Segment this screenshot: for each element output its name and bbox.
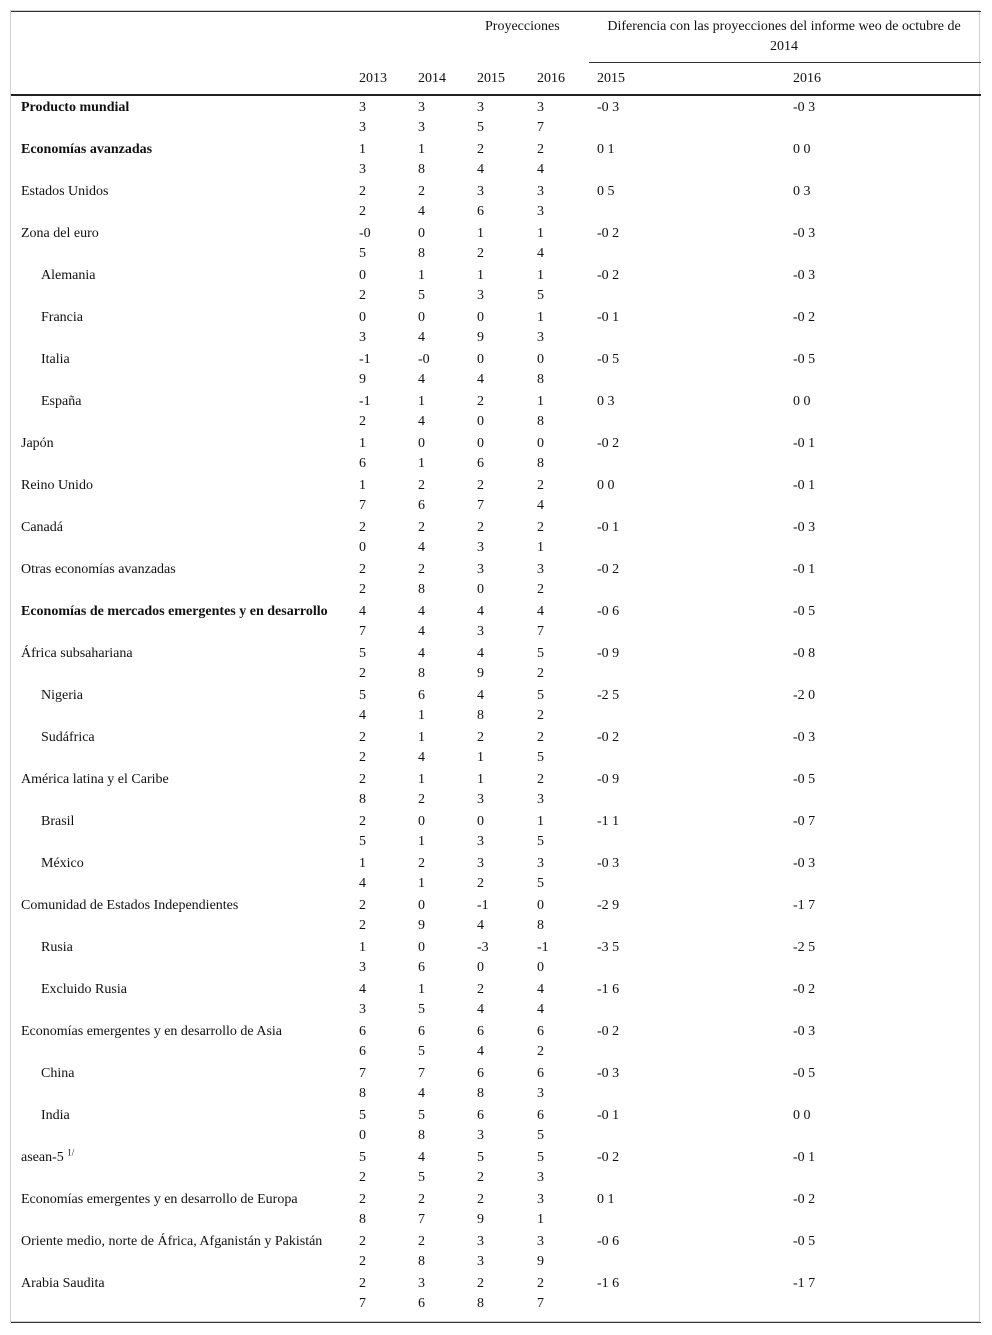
value-2016: 4 4 — [537, 982, 544, 1017]
value-2016: 3 3 — [537, 184, 544, 219]
row-label — [41, 938, 361, 958]
diff-2016: -2 0 — [793, 688, 816, 703]
value-2014: 7 4 — [418, 1066, 425, 1101]
row-label-text: África subsahariana — [21, 646, 133, 661]
value-2013: 2 2 — [359, 184, 366, 219]
diff-2015: 0 1 — [597, 1192, 615, 1207]
value-2016: 1 5 — [537, 268, 544, 303]
row-label — [21, 602, 341, 622]
value-2014: 2 1 — [418, 856, 425, 891]
value-2013: 2 7 — [359, 1276, 366, 1311]
table-row — [0, 222, 992, 264]
table-row — [0, 96, 992, 138]
value-2013: 4 3 — [359, 982, 366, 1017]
diff-2015: 0 1 — [597, 142, 615, 157]
value-2014: 0 8 — [418, 226, 425, 261]
diff-2016: -0 3 — [793, 226, 816, 241]
row-label — [21, 182, 341, 202]
value-2015: 0 3 — [477, 814, 484, 849]
diff-2015: -0 3 — [597, 1066, 620, 1081]
value-2014: 4 4 — [418, 604, 425, 639]
value-2015: 2 3 — [477, 520, 484, 555]
diff-2016: -1 7 — [793, 898, 816, 913]
header-projections: Proyecciones — [485, 19, 560, 34]
value-2015: 3 6 — [477, 184, 484, 219]
value-2015: 1 3 — [477, 772, 484, 807]
table-row — [0, 894, 992, 936]
value-2015: 4 3 — [477, 604, 484, 639]
table-row — [0, 684, 992, 726]
row-label-text: Estados Unidos — [21, 184, 109, 199]
table-row — [0, 1272, 992, 1314]
diff-2016: -0 3 — [793, 1024, 816, 1039]
value-2016: -1 0 — [537, 940, 549, 975]
diff-2015: -0 3 — [597, 856, 620, 871]
value-2014: 1 4 — [418, 730, 425, 765]
row-label-text: Sudáfrica — [41, 730, 95, 745]
value-2016: 2 7 — [537, 1276, 544, 1311]
row-label-text: México — [41, 856, 84, 871]
diff-2015: -2 9 — [597, 898, 620, 913]
diff-2016: -0 3 — [793, 268, 816, 283]
row-label-text: Brasil — [41, 814, 75, 829]
row-label — [21, 644, 341, 664]
value-2013: 1 6 — [359, 436, 366, 471]
value-2016: 5 2 — [537, 646, 544, 681]
value-2014: 2 6 — [418, 478, 425, 513]
row-label-text: India — [41, 1108, 70, 1123]
diff-2015: -0 2 — [597, 730, 620, 745]
value-2013: 5 2 — [359, 646, 366, 681]
value-2014: 2 7 — [418, 1192, 425, 1227]
value-2015: 6 8 — [477, 1066, 484, 1101]
value-2016: 6 5 — [537, 1108, 544, 1143]
diff-2015: -2 5 — [597, 688, 620, 703]
value-2015: 2 4 — [477, 142, 484, 177]
diff-2015: -0 1 — [597, 310, 620, 325]
row-label — [41, 350, 361, 370]
row-label-text: Alemania — [41, 268, 96, 283]
diff-2016: -0 1 — [793, 436, 816, 451]
table-row — [0, 936, 992, 978]
table-row — [0, 432, 992, 474]
row-label — [41, 1106, 361, 1126]
value-2016: 3 7 — [537, 100, 544, 135]
value-2016: 5 3 — [537, 1150, 544, 1185]
diff-2015: -0 9 — [597, 772, 620, 787]
value-2016: 3 5 — [537, 856, 544, 891]
diff-2015: -0 1 — [597, 1108, 620, 1123]
difference-group-rule — [589, 62, 981, 63]
value-2016: 1 4 — [537, 226, 544, 261]
table-row — [0, 558, 992, 600]
value-2015: 4 8 — [477, 688, 484, 723]
row-label — [21, 434, 341, 454]
row-label-text: América latina y el Caribe — [21, 772, 169, 787]
value-2015: 3 5 — [477, 100, 484, 135]
header-year-2015-projection: 2015 — [477, 71, 505, 86]
row-label-text: Economías de mercados emergentes y en desarrollo — [21, 604, 328, 619]
row-label — [21, 896, 341, 916]
diff-2016: -0 3 — [793, 730, 816, 745]
diff-2016: -0 7 — [793, 814, 816, 829]
table-bottom-rule — [11, 1322, 981, 1323]
value-2014: 4 8 — [418, 646, 425, 681]
table-row — [0, 1020, 992, 1062]
value-2015: 3 3 — [477, 1234, 484, 1269]
diff-2016: -0 5 — [793, 772, 816, 787]
value-2015: 2 0 — [477, 394, 484, 429]
diff-2016: -0 5 — [793, 1234, 816, 1249]
value-2013: 2 0 — [359, 520, 366, 555]
row-label-text: Economías emergentes y en desarrollo de Europa — [21, 1192, 298, 1207]
value-2013: 4 7 — [359, 604, 366, 639]
row-label — [41, 308, 361, 328]
diff-2016: -0 5 — [793, 1066, 816, 1081]
value-2015: 0 9 — [477, 310, 484, 345]
diff-2015: -1 1 — [597, 814, 620, 829]
row-label-text: Excluido Rusia — [41, 982, 127, 997]
row-label — [21, 1274, 341, 1294]
row-label — [41, 266, 361, 286]
value-2013: 2 2 — [359, 1234, 366, 1269]
diff-2016: -0 3 — [793, 520, 816, 535]
value-2014: 3 3 — [418, 100, 425, 135]
value-2015: 6 4 — [477, 1024, 484, 1059]
value-2013: 7 8 — [359, 1066, 366, 1101]
value-2013: 2 2 — [359, 898, 366, 933]
row-label — [21, 560, 341, 580]
value-2016: 6 2 — [537, 1024, 544, 1059]
value-2014: 0 4 — [418, 310, 425, 345]
value-2016: 5 2 — [537, 688, 544, 723]
row-label-text: Economías emergentes y en desarrollo de Asia — [21, 1024, 282, 1039]
row-label — [21, 476, 341, 496]
value-2016: 0 8 — [537, 352, 544, 387]
value-2016: 4 7 — [537, 604, 544, 639]
table-row — [0, 1188, 992, 1230]
row-label — [21, 1148, 341, 1168]
value-2013: -1 2 — [359, 394, 371, 429]
value-2016: 3 9 — [537, 1234, 544, 1269]
table-row — [0, 810, 992, 852]
value-2013: 5 2 — [359, 1150, 366, 1185]
value-2014: 5 8 — [418, 1108, 425, 1143]
value-2016: 2 4 — [537, 142, 544, 177]
diff-2015: -1 6 — [597, 1276, 620, 1291]
diff-2015: -0 1 — [597, 520, 620, 535]
value-2016: 1 8 — [537, 394, 544, 429]
value-2014: 0 9 — [418, 898, 425, 933]
table-row — [0, 1230, 992, 1272]
diff-2015: -0 6 — [597, 604, 620, 619]
diff-2015: -0 6 — [597, 1234, 620, 1249]
value-2015: 2 7 — [477, 478, 484, 513]
diff-2015: 0 0 — [597, 478, 615, 493]
row-label-text: asean-5 — [21, 1150, 64, 1165]
value-2013: 2 8 — [359, 772, 366, 807]
diff-2016: -0 3 — [793, 856, 816, 871]
diff-2016: 0 3 — [793, 184, 811, 199]
value-2015: 2 8 — [477, 1276, 484, 1311]
table-row — [0, 768, 992, 810]
header-year-2014: 2014 — [418, 71, 446, 86]
value-2013: 1 7 — [359, 478, 366, 513]
table-row — [0, 264, 992, 306]
diff-2016: 0 0 — [793, 142, 811, 157]
diff-2015: -3 5 — [597, 940, 620, 955]
diff-2016: -0 3 — [793, 100, 816, 115]
value-2016: 2 1 — [537, 520, 544, 555]
row-label-text: Arabia Saudita — [21, 1276, 105, 1291]
value-2014: 6 1 — [418, 688, 425, 723]
value-2015: -1 4 — [477, 898, 489, 933]
row-label — [41, 686, 361, 706]
row-label-text: Oriente medio, norte de África, Afganistán y Pakistán — [21, 1234, 323, 1249]
value-2016: 0 8 — [537, 898, 544, 933]
row-label — [41, 728, 361, 748]
diff-2016: -0 1 — [793, 478, 816, 493]
value-2015: 2 9 — [477, 1192, 484, 1227]
value-2014: 1 8 — [418, 142, 425, 177]
value-2016: 2 5 — [537, 730, 544, 765]
row-label-text: Italia — [41, 352, 70, 367]
row-label-text: Reino Unido — [21, 478, 93, 493]
header-diff-2015: 2015 — [597, 71, 625, 86]
header-diff-2016: 2016 — [793, 71, 821, 86]
value-2015: 3 2 — [477, 856, 484, 891]
row-label-text: España — [41, 394, 82, 409]
diff-2015: -0 2 — [597, 268, 620, 283]
row-label — [21, 98, 341, 118]
table-top-rule — [11, 11, 981, 12]
diff-2016: -0 5 — [793, 604, 816, 619]
table-row — [0, 390, 992, 432]
value-2013: 3 3 — [359, 100, 366, 135]
diff-2015: -0 2 — [597, 1150, 620, 1165]
value-2013: 2 2 — [359, 730, 366, 765]
row-label — [21, 1232, 341, 1252]
value-2016: 3 2 — [537, 562, 544, 597]
table-row — [0, 1062, 992, 1104]
diff-2016: -1 7 — [793, 1276, 816, 1291]
value-2013: 2 8 — [359, 1192, 366, 1227]
diff-2015: 0 3 — [597, 394, 615, 409]
row-label — [41, 1064, 361, 1084]
value-2015: 2 1 — [477, 730, 484, 765]
value-2013: 1 3 — [359, 940, 366, 975]
row-label-text: Economías avanzadas — [21, 142, 153, 157]
value-2016: 6 3 — [537, 1066, 544, 1101]
diff-2016: -0 2 — [793, 982, 816, 997]
table-row — [0, 180, 992, 222]
row-label — [21, 770, 341, 790]
value-2014: 0 6 — [418, 940, 425, 975]
value-2013: 6 6 — [359, 1024, 366, 1059]
row-label-text: Japón — [21, 436, 54, 451]
table-row — [0, 516, 992, 558]
value-2013: 5 4 — [359, 688, 366, 723]
value-2016: 2 3 — [537, 772, 544, 807]
table-row — [0, 852, 992, 894]
value-2014: 0 1 — [418, 814, 425, 849]
row-label — [21, 1022, 341, 1042]
value-2014: 4 5 — [418, 1150, 425, 1185]
row-label — [41, 392, 361, 412]
value-2013: 1 4 — [359, 856, 366, 891]
value-2014: 2 8 — [418, 562, 425, 597]
footnote-marker: 1/ — [67, 1147, 75, 1158]
value-2014: 1 2 — [418, 772, 425, 807]
row-label — [41, 980, 361, 1000]
row-label-text: Rusia — [41, 940, 73, 955]
table-row — [0, 642, 992, 684]
value-2015: 3 0 — [477, 562, 484, 597]
value-2013: -1 9 — [359, 352, 371, 387]
value-2014: 2 8 — [418, 1234, 425, 1269]
diff-2016: -0 2 — [793, 310, 816, 325]
diff-2016: -0 5 — [793, 352, 816, 367]
diff-2015: 0 5 — [597, 184, 615, 199]
value-2014: 1 5 — [418, 982, 425, 1017]
table-row — [0, 726, 992, 768]
value-2013: 1 3 — [359, 142, 366, 177]
diff-2015: -0 2 — [597, 562, 620, 577]
diff-2015: -0 2 — [597, 226, 620, 241]
value-2014: 2 4 — [418, 520, 425, 555]
value-2015: 4 9 — [477, 646, 484, 681]
value-2014: 1 5 — [418, 268, 425, 303]
value-2014: -0 4 — [418, 352, 430, 387]
value-2015: 1 2 — [477, 226, 484, 261]
value-2016: 3 1 — [537, 1192, 544, 1227]
table-row — [0, 306, 992, 348]
diff-2015: -0 9 — [597, 646, 620, 661]
row-label — [21, 518, 341, 538]
row-label — [21, 224, 341, 244]
diff-2016: 0 0 — [793, 1108, 811, 1123]
diff-2016: -0 8 — [793, 646, 816, 661]
header-year-2016-projection: 2016 — [537, 71, 565, 86]
diff-2015: -0 2 — [597, 436, 620, 451]
value-2015: 2 4 — [477, 982, 484, 1017]
value-2014: 0 1 — [418, 436, 425, 471]
value-2013: 0 3 — [359, 310, 366, 345]
table-row — [0, 978, 992, 1020]
table-row — [0, 600, 992, 642]
value-2014: 1 4 — [418, 394, 425, 429]
value-2016: 1 5 — [537, 814, 544, 849]
value-2016: 0 8 — [537, 436, 544, 471]
value-2016: 1 3 — [537, 310, 544, 345]
value-2015: 6 3 — [477, 1108, 484, 1143]
diff-2015: -0 5 — [597, 352, 620, 367]
value-2016: 2 4 — [537, 478, 544, 513]
diff-2015: -0 3 — [597, 100, 620, 115]
table-row — [0, 138, 992, 180]
diff-2016: -2 5 — [793, 940, 816, 955]
row-label-text: Canadá — [21, 520, 63, 535]
diff-2016: -0 2 — [793, 1192, 816, 1207]
row-label — [21, 1190, 341, 1210]
row-label-text: China — [41, 1066, 75, 1081]
row-label-text: Zona del euro — [21, 226, 99, 241]
value-2015: 5 2 — [477, 1150, 484, 1185]
row-label-text: Comunidad de Estados Independientes — [21, 898, 239, 913]
row-label — [21, 140, 341, 160]
row-label-text: Francia — [41, 310, 83, 325]
value-2013: 2 2 — [359, 562, 366, 597]
table-row — [0, 474, 992, 516]
row-label — [41, 854, 361, 874]
value-2013: -0 5 — [359, 226, 371, 261]
value-2013: 5 0 — [359, 1108, 366, 1143]
row-label-text: Nigeria — [41, 688, 83, 703]
value-2014: 2 4 — [418, 184, 425, 219]
value-2015: -3 0 — [477, 940, 489, 975]
row-label — [41, 812, 361, 832]
diff-2016: -0 1 — [793, 562, 816, 577]
row-label-text: Otras economías avanzadas — [21, 562, 176, 577]
row-label-text: Producto mundial — [21, 100, 130, 115]
header-year-2013: 2013 — [359, 71, 387, 86]
value-2015: 1 3 — [477, 268, 484, 303]
value-2015: 0 6 — [477, 436, 484, 471]
table-row — [0, 1104, 992, 1146]
value-2014: 3 6 — [418, 1276, 425, 1311]
diff-2016: 0 0 — [793, 394, 811, 409]
header-difference: Diferencia con las proyecciones del informe weo de octubre de 2014 — [607, 19, 961, 54]
table-row — [0, 1146, 992, 1188]
diff-2016: -0 1 — [793, 1150, 816, 1165]
value-2013: 0 2 — [359, 268, 366, 303]
value-2014: 6 5 — [418, 1024, 425, 1059]
value-2015: 0 4 — [477, 352, 484, 387]
value-2013: 2 5 — [359, 814, 366, 849]
diff-2015: -0 2 — [597, 1024, 620, 1039]
diff-2015: -1 6 — [597, 982, 620, 997]
table-row — [0, 348, 992, 390]
